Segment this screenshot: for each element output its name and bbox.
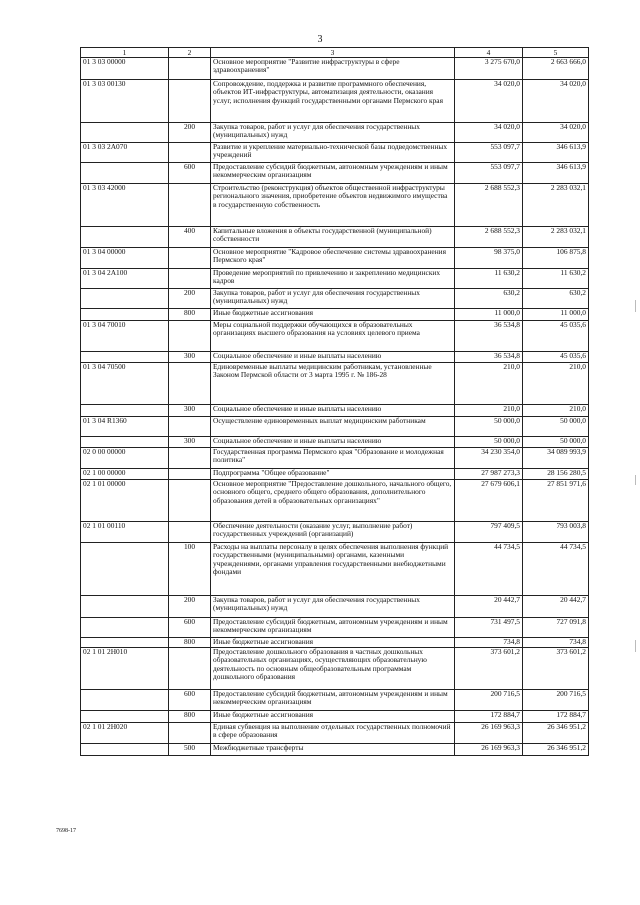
row-type: 600 <box>169 618 211 638</box>
row-code: 01 3 03 00130 <box>81 80 169 123</box>
row-amount-2: 50 000,0 <box>523 417 589 437</box>
row-name: Строительство (реконструкция) объектов общественной инфраструктуры регионального значения, приобретение объектов недвижимого имущества в государственную собственность <box>211 184 455 227</box>
table-row <box>81 163 589 184</box>
row-type <box>169 648 211 690</box>
table-row <box>81 480 589 522</box>
row-amount-1: 50 000,0 <box>455 437 523 448</box>
row-amount-2: 793 003,8 <box>523 522 589 543</box>
table-row <box>81 448 589 469</box>
table-row <box>81 58 589 80</box>
table-row <box>81 711 589 723</box>
table-row <box>81 744 589 756</box>
row-amount-2: 34 089 993,9 <box>523 448 589 469</box>
table-row <box>81 690 589 711</box>
row-code <box>81 123 169 143</box>
row-amount-1: 210,0 <box>455 405 523 417</box>
table-row <box>81 123 589 143</box>
row-amount-1: 373 601,2 <box>455 648 523 690</box>
row-name: Основное мероприятие "Кадровое обеспечение системы здравоохранения Пермского края" <box>211 248 455 269</box>
row-amount-2: 2 283 032,1 <box>523 227 589 248</box>
row-code: 01 3 04 00000 <box>81 248 169 269</box>
row-amount-1: 630,2 <box>455 289 523 309</box>
row-type: 300 <box>169 352 211 363</box>
row-type <box>169 417 211 437</box>
table-row <box>81 723 589 744</box>
row-amount-1: 34 020,0 <box>455 123 523 143</box>
row-type <box>169 248 211 269</box>
row-amount-1: 50 000,0 <box>455 417 523 437</box>
row-name: Предоставление субсидий бюджетным, автономным учреждениям и иным некоммерческим организациям <box>211 163 455 184</box>
table-row <box>81 437 589 448</box>
row-code <box>81 163 169 184</box>
row-name: Основное мероприятие "Предоставление дошкольного, начального общего, основного общего, среднего общего образования, дополнительного образования детей в образовательных организациях" <box>211 480 455 522</box>
row-type <box>169 143 211 163</box>
row-code <box>81 690 169 711</box>
row-code: 02 1 00 00000 <box>81 469 169 480</box>
row-code: 01 3 04 70500 <box>81 363 169 405</box>
row-name: Иные бюджетные ассигнования <box>211 638 455 648</box>
row-name: Меры социальной поддержки обучающихся в образовательных организациях высшего образования на условиях целевого приема <box>211 321 455 352</box>
row-amount-1: 2 688 552,3 <box>455 184 523 227</box>
table-row <box>81 269 589 289</box>
table-body <box>81 58 589 756</box>
row-name: Развитие и укрепление материально-технической базы подведомственных учреждений <box>211 143 455 163</box>
row-amount-1: 27 987 273,3 <box>455 469 523 480</box>
row-type: 800 <box>169 309 211 321</box>
row-amount-2: 200 716,5 <box>523 690 589 711</box>
row-name: Предоставление субсидий бюджетным, автономным учреждениям и иным некоммерческим организациям <box>211 618 455 638</box>
table-row <box>81 469 589 480</box>
row-amount-1: 26 169 963,3 <box>455 723 523 744</box>
row-amount-2: 11 630,2 <box>523 269 589 289</box>
row-amount-2: 172 884,7 <box>523 711 589 723</box>
row-name: Подпрограмма "Общее образование" <box>211 469 455 480</box>
row-type <box>169 522 211 543</box>
row-name: Закупка товаров, работ и услуг для обеспечения государственных (муниципальных) нужд <box>211 596 455 618</box>
row-type <box>169 480 211 522</box>
row-code: 02 1 01 00110 <box>81 522 169 543</box>
row-code: 01 3 03 42000 <box>81 184 169 227</box>
row-code <box>81 352 169 363</box>
row-name: Капитальные вложения в объекты государственной (муниципальной) собственности <box>211 227 455 248</box>
row-amount-1: 27 679 606,1 <box>455 480 523 522</box>
col-header-amount-1: 4 <box>455 48 523 58</box>
row-amount-1: 3 275 670,0 <box>455 58 523 80</box>
row-type <box>169 269 211 289</box>
row-name: Сопровождение, поддержка и развитие программного обеспечения, объектов ИТ-инфраструктуры, автоматизация деятельности, оказания услуг, исполнения функций государственными органами Пермского края <box>211 80 455 123</box>
row-amount-1: 172 884,7 <box>455 711 523 723</box>
table-row <box>81 143 589 163</box>
row-name: Закупка товаров, работ и услуг для обеспечения государственных (муниципальных) нужд <box>211 123 455 143</box>
row-code: 02 1 01 2Н020 <box>81 723 169 744</box>
table-row <box>81 248 589 269</box>
row-code <box>81 638 169 648</box>
col-header-code: 1 <box>81 48 169 58</box>
row-amount-1: 11 630,2 <box>455 269 523 289</box>
row-amount-2: 44 734,5 <box>523 543 589 596</box>
row-code <box>81 618 169 638</box>
row-type: 200 <box>169 123 211 143</box>
row-amount-2: 34 020,0 <box>523 80 589 123</box>
col-header-type: 2 <box>169 48 211 58</box>
row-amount-1: 210,0 <box>455 363 523 405</box>
row-type <box>169 80 211 123</box>
row-amount-2: 28 156 280,5 <box>523 469 589 480</box>
row-amount-2: 346 613,9 <box>523 163 589 184</box>
row-type <box>169 184 211 227</box>
row-code <box>81 309 169 321</box>
row-amount-2: 20 442,7 <box>523 596 589 618</box>
row-type <box>169 723 211 744</box>
row-amount-1: 11 000,0 <box>455 309 523 321</box>
row-name: Социальное обеспечение и иные выплаты населению <box>211 405 455 417</box>
row-type: 600 <box>169 163 211 184</box>
row-type: 600 <box>169 690 211 711</box>
row-code <box>81 437 169 448</box>
row-type: 500 <box>169 744 211 756</box>
row-amount-1: 98 375,0 <box>455 248 523 269</box>
header-row <box>81 48 589 58</box>
row-name: Проведение мероприятий по привлечению и закреплению медицинских кадров <box>211 269 455 289</box>
row-amount-2: 34 020,0 <box>523 123 589 143</box>
row-name: Обеспечение деятельности (оказание услуг, выполнение работ) государственных учреждений (организаций) <box>211 522 455 543</box>
row-type <box>169 469 211 480</box>
row-amount-2: 373 601,2 <box>523 648 589 690</box>
table-row <box>81 363 589 405</box>
row-type: 800 <box>169 711 211 723</box>
table-row <box>81 80 589 123</box>
row-code <box>81 711 169 723</box>
row-code: 01 3 04 R1360 <box>81 417 169 437</box>
row-amount-2: 50 000,0 <box>523 437 589 448</box>
row-code <box>81 405 169 417</box>
row-amount-2: 346 613,9 <box>523 143 589 163</box>
row-amount-1: 797 409,5 <box>455 522 523 543</box>
row-code: 01 3 04 70010 <box>81 321 169 352</box>
budget-table <box>80 47 589 756</box>
row-code: 01 3 03 00000 <box>81 58 169 80</box>
row-type <box>169 448 211 469</box>
row-amount-2: 210,0 <box>523 363 589 405</box>
row-type: 200 <box>169 289 211 309</box>
row-amount-2: 727 091,8 <box>523 618 589 638</box>
row-code: 01 3 03 2А070 <box>81 143 169 163</box>
row-type: 300 <box>169 405 211 417</box>
row-amount-1: 553 097,7 <box>455 143 523 163</box>
footer-code: 7698-17 <box>56 828 76 834</box>
row-amount-2: 2 283 032,1 <box>523 184 589 227</box>
row-amount-1: 731 497,5 <box>455 618 523 638</box>
row-code <box>81 289 169 309</box>
scan-mark <box>635 640 636 652</box>
row-amount-2: 26 346 951,2 <box>523 723 589 744</box>
row-amount-2: 630,2 <box>523 289 589 309</box>
table-row <box>81 309 589 321</box>
row-amount-1: 2 688 552,3 <box>455 227 523 248</box>
row-type: 800 <box>169 638 211 648</box>
row-amount-1: 34 020,0 <box>455 80 523 123</box>
table-row <box>81 289 589 309</box>
row-code <box>81 227 169 248</box>
table-row <box>81 596 589 618</box>
row-amount-2: 27 851 971,6 <box>523 480 589 522</box>
scan-mark <box>635 475 636 485</box>
row-amount-2: 734,8 <box>523 638 589 648</box>
row-amount-1: 734,8 <box>455 638 523 648</box>
row-code <box>81 543 169 596</box>
table-row <box>81 405 589 417</box>
row-amount-1: 553 097,7 <box>455 163 523 184</box>
row-amount-1: 34 230 354,0 <box>455 448 523 469</box>
table-row <box>81 227 589 248</box>
row-name: Единовременные выплаты медицинским работникам, установленные Законом Пермской области от 3 марта 1995 г. № 186-28 <box>211 363 455 405</box>
row-type: 300 <box>169 437 211 448</box>
row-name: Расходы на выплаты персоналу в целях обеспечения выполнения функций государственными (муниципальными) органами, казенными учреждениями, органами управления государственными внебюджетными фондами <box>211 543 455 596</box>
row-amount-1: 20 442,7 <box>455 596 523 618</box>
row-type: 200 <box>169 596 211 618</box>
row-code: 01 3 04 2А100 <box>81 269 169 289</box>
row-amount-1: 200 716,5 <box>455 690 523 711</box>
col-header-amount-2: 5 <box>523 48 589 58</box>
row-type <box>169 321 211 352</box>
row-code: 02 1 01 2Н010 <box>81 648 169 690</box>
col-header-name: 3 <box>211 48 455 58</box>
row-amount-2: 26 346 951,2 <box>523 744 589 756</box>
table-row <box>81 417 589 437</box>
row-amount-2: 11 000,0 <box>523 309 589 321</box>
row-amount-2: 2 663 666,0 <box>523 58 589 80</box>
table-row <box>81 321 589 352</box>
row-name: Иные бюджетные ассигнования <box>211 711 455 723</box>
table-row <box>81 543 589 596</box>
row-name: Предоставление дошкольного образования в частных дошкольных образовательных организациях, осуществляющих образовательную деятельность по основным общеобразовательным программам дошкольного образования <box>211 648 455 690</box>
page-number: 3 <box>317 34 323 45</box>
table-row <box>81 184 589 227</box>
row-type: 100 <box>169 543 211 596</box>
row-amount-1: 36 534,8 <box>455 321 523 352</box>
row-name: Осуществление единовременных выплат медицинским работникам <box>211 417 455 437</box>
row-code <box>81 596 169 618</box>
table-row <box>81 648 589 690</box>
row-name: Предоставление субсидий бюджетным, автономным учреждениям и иным некоммерческим организациям <box>211 690 455 711</box>
scan-mark <box>635 300 636 312</box>
table-row <box>81 522 589 543</box>
row-name: Основное мероприятие "Развитие инфраструктуры в сфере здравоохранения" <box>211 58 455 80</box>
row-name: Иные бюджетные ассигнования <box>211 309 455 321</box>
row-amount-1: 26 169 963,3 <box>455 744 523 756</box>
row-code: 02 1 01 00000 <box>81 480 169 522</box>
table-row <box>81 638 589 648</box>
row-amount-2: 210,0 <box>523 405 589 417</box>
row-name: Социальное обеспечение и иные выплаты населению <box>211 352 455 363</box>
row-amount-1: 44 734,5 <box>455 543 523 596</box>
row-type: 400 <box>169 227 211 248</box>
row-name: Социальное обеспечение и иные выплаты населению <box>211 437 455 448</box>
row-amount-2: 45 035,6 <box>523 321 589 352</box>
row-amount-2: 45 035,6 <box>523 352 589 363</box>
row-code: 02 0 00 00000 <box>81 448 169 469</box>
row-amount-2: 106 875,8 <box>523 248 589 269</box>
row-name: Межбюджетные трансферты <box>211 744 455 756</box>
row-type <box>169 363 211 405</box>
row-name: Государственная программа Пермского края "Образование и молодежная политика" <box>211 448 455 469</box>
row-name: Закупка товаров, работ и услуг для обеспечения государственных (муниципальных) нужд <box>211 289 455 309</box>
table-row <box>81 618 589 638</box>
table-row <box>81 352 589 363</box>
row-code <box>81 744 169 756</box>
row-name: Единая субвенция на выполнение отдельных государственных полномочий в сфере образования <box>211 723 455 744</box>
row-type <box>169 58 211 80</box>
row-amount-1: 36 534,8 <box>455 352 523 363</box>
